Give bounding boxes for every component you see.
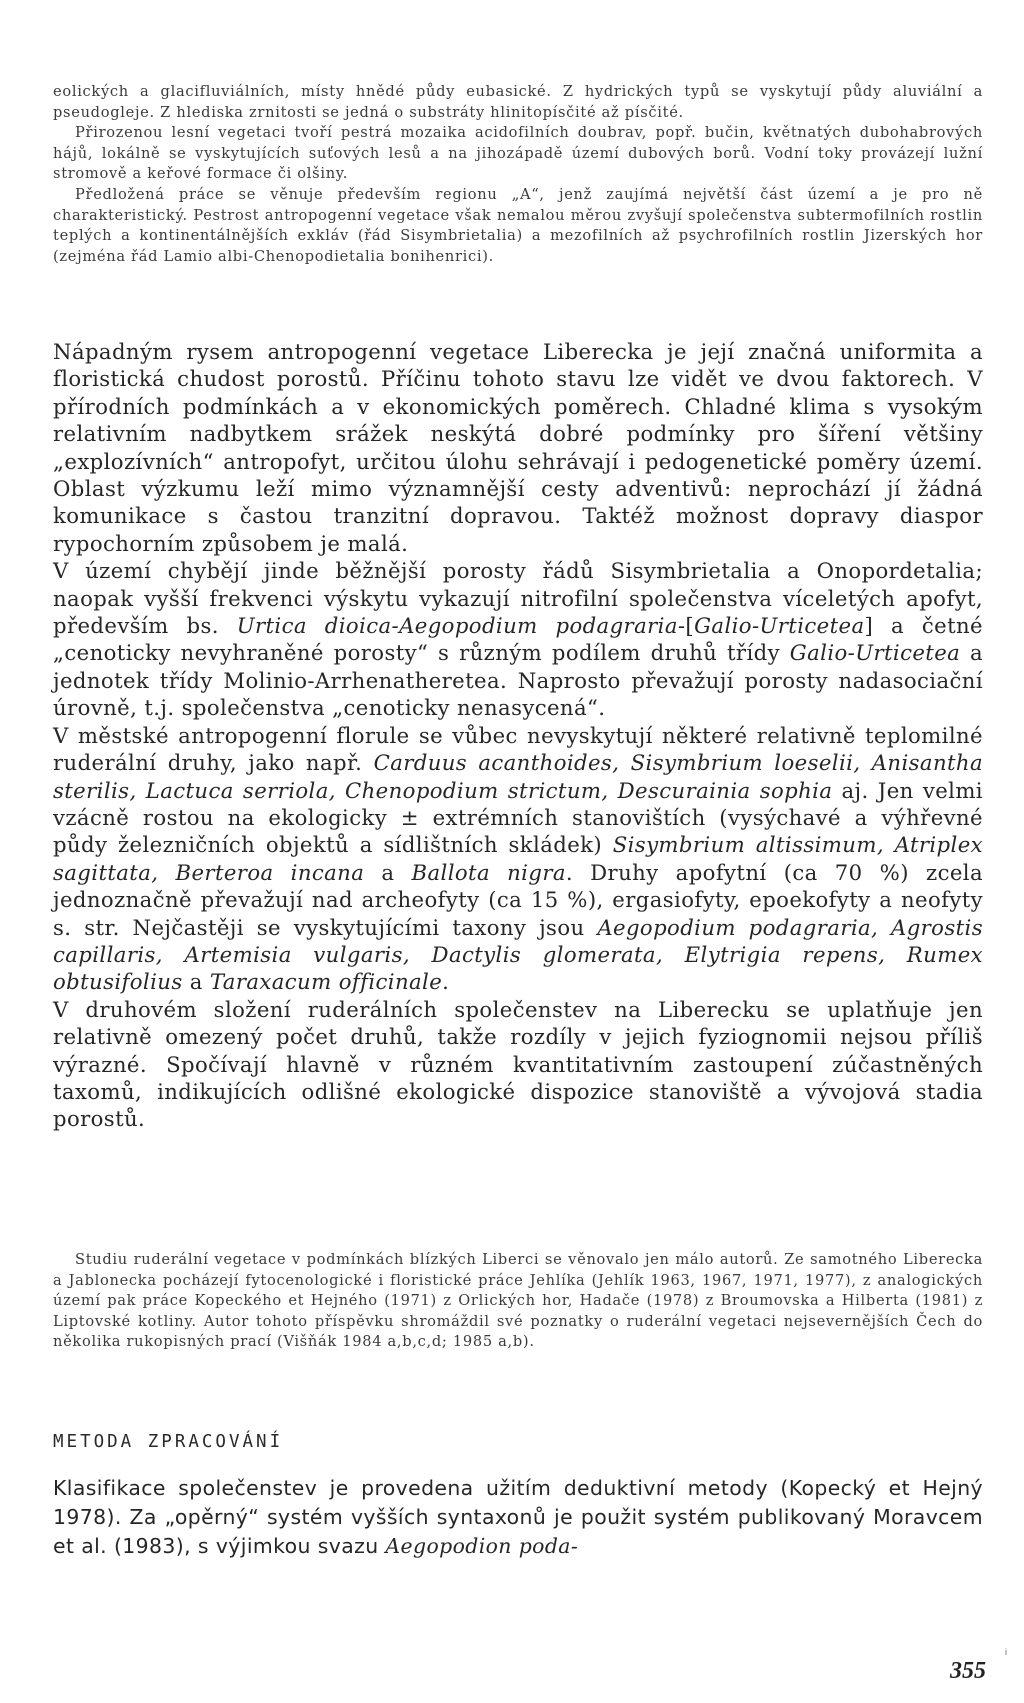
literature-paragraph: Studiu ruderální vegetace v podmínkách blízkých Liberci se věnovalo jen málo autorů. Ze samotného Liberecka a Jablonecka pocházejí fytocenologické i floristické práce Jehlíka (Jehlík 1963, 1967, 1971, 1977), z analogických území pak práce Kopeckého et Hejného (1971) z Orlických hor, Hadače (1978) z Broumovska a Hilberta (1981) z Liptovské kotliny. Autor tohoto příspěvku shromáždil své poznatky o ruderální vegetaci nejsevernějších Čech do několika rukopisných prací (Višňák 1984 a,b,c,d; 1985 a,b). bbox=[53, 1251, 983, 1351]
soil-paragraph: eolických a glacifluviálních, místy hnědé půdy eubasické. Z hydrických typů se vyskytují půdy aluviální a pseudogleje. Z hlediska zrnitosti se jedná o substráty hlinitopísčité až písčité. bbox=[53, 83, 983, 121]
text-run: aj. Jen velmi vzácně rostou na ekologicky ± extrémních stanovištích (vysýchavé a výhřevné půdy železničních objektů a sídlištních skládek) bbox=[53, 777, 983, 858]
taxon-name: Galio-Urticetea bbox=[694, 613, 865, 639]
taxon-name: Urtica dioica-Aegopodium podagraria bbox=[236, 613, 678, 639]
text-run: Klasifikace společenstev je provedena užitím deduktivní metody (Kopecký et Hejný 1978). Za „opěrný“ systém vyšších syntaxonů je použit systém publikovaný Moravcem et al. (1983), s výjimkou svazu bbox=[53, 1476, 983, 1558]
main-paragraph-3 bbox=[53, 722, 983, 996]
taxon-name: Ballota nigra bbox=[411, 859, 566, 885]
taxon-name: Aegopodion poda- bbox=[385, 1534, 579, 1558]
corner-mark: i bbox=[1005, 1647, 1007, 1657]
main-paragraph-4: V druhovém složení ruderálních společenstev na Liberecku se uplatňuje jen relativně omezený počet druhů, takže rozdíly v jejich fyziognomii nejsou příliš výrazné. Spočívají hlavně v různém kvantitativním zastoupení zúčastněných taxomů, indikujících odlišné ekologické dispozice stanoviště a vývojová stadia porostů. bbox=[53, 996, 983, 1132]
page-number: 355 bbox=[950, 1658, 986, 1684]
text-run: V území chybějí jinde běžnější porosty řádů Sisymbrietalia a Onopordetalia; naopak vyšší frekvenci výskytu vykazují nitrofilní společenstva víceletých apofyt, především bs. bbox=[53, 558, 983, 639]
text-run: . Druhy apofytní (ca 70 %) zcela jednoznačně převažují nad archeofyty (ca 15 %), ergasiofyty, epoekofyty a neofyty s. str. Nejčastěji se vyskytujícími taxony jsou bbox=[53, 859, 983, 940]
taxon-name: Sisymbrium altissimum, Atriplex sagittata, Berteroa incana bbox=[53, 832, 983, 885]
text-run: a jednotek třídy Molinio-Arrhenatheretea. Naprosto převažují porosty nadasociační úrovně, t.j. společenstva „cenoticky nenasycená“. bbox=[53, 640, 984, 721]
intro-block bbox=[53, 82, 983, 267]
text-run: V městské antropogenní florule se vůbec nevyskytují některé relativně teplomilné ruderální druhy, jako např. bbox=[53, 722, 983, 776]
region-paragraph: Předložená práce se věnuje především regionu „A“, jenž zaujímá největší část území a je pro ně charakteristický. Pestrost antropogenní vegetace však nemalou měrou zvyšují společenstva subtermofilních rostlin teplých a kontinentálnějších exkláv (řád Sisymbrietalia) a mezofilních až psychrofilních rostlin Jizerských hor (zejména řád Lamio albi-Chenopodietalia bonihenrici). bbox=[53, 185, 983, 265]
main-paragraph-1: Nápadným rysem antropogenní vegetace Liberecka je její značná uniformita a floristická chudost porostů. Příčinu tohoto stavu lze vidět ve dvou faktorech. V přírodních podmínkách a v ekonomických poměrech. Chladné klima s vysokým relativním nadbytkem srážek neskýtá dobré podmínky pro šíření většiny „explozívních“ antropofyt, určitou úlohu sehrávají i pedogenetické poměry území. Oblast výzkumu leží mimo významnější cesty adventivů: neprochází jí žádná komunikace s častou tranzitní dopravou. Taktéž možnost dopravy diaspor rypochorním způsobem je malá. bbox=[53, 339, 983, 556]
taxon-name: Galio-Urticetea bbox=[789, 640, 961, 666]
main-text bbox=[53, 338, 983, 1133]
method-paragraph bbox=[53, 1474, 983, 1561]
vegetation-paragraph: Přirozenou lesní vegetaci tvoří pestrá mozaika acidofilních doubrav, popř. bučin, květnatých dubohabrových hájů, lokálně se vyskytujících suťových lesů a na jihozápadě území dubových borů. Vodní toky provázejí lužní stromově a keřové formace či olšiny. bbox=[53, 124, 983, 183]
text-run: ] a četné „cenoticky nevyhraněné porosty“ s různým podílem druhů třídy bbox=[53, 613, 983, 666]
text-run: a bbox=[182, 969, 210, 995]
literature-block bbox=[53, 1250, 983, 1353]
main-paragraph-2 bbox=[53, 557, 983, 721]
taxon-name: Aegopodium podagraria, Agrostis capillaris, Artemisia vulgaris, Dactylis glomerata, Elytrigia repens, Rumex obtusifolius bbox=[53, 914, 983, 995]
text-run: a bbox=[364, 859, 412, 885]
taxon-name: Taraxacum officinale bbox=[209, 969, 443, 995]
text-run: -[ bbox=[677, 613, 695, 639]
section-heading: METODA ZPRACOVÁNÍ bbox=[53, 1432, 284, 1452]
taxon-name: Carduus acanthoides, Sisymbrium loeselii, Anisantha sterilis, Lactuca serriola, Chenopodium strictum, Descurainia sophia bbox=[53, 750, 983, 803]
method-block bbox=[53, 1474, 983, 1561]
text-run: . bbox=[442, 969, 450, 995]
